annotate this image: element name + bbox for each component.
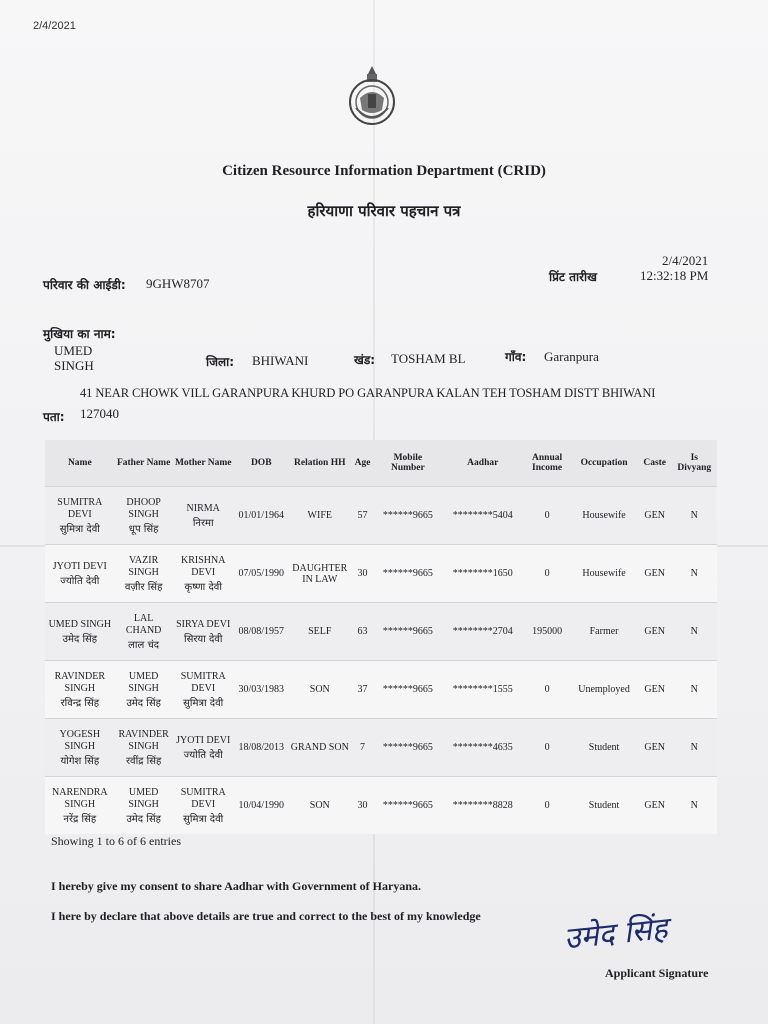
family-head-name-line2: SINGH [54,358,94,373]
print-date-label: प्रिंट तारीख [549,270,597,284]
mother-name-en: JYOTI DEVI [176,734,231,746]
mother-name-en: KRISHNA DEVI [181,554,226,578]
column-header[interactable]: Relation HH [289,440,351,487]
mother-name-hi: सिरया देवी [183,633,223,645]
family-id-value: 9GHW8707 [146,276,210,291]
address-line-2: 127040 [80,406,119,421]
member-name-en: UMED SINGH [48,618,112,630]
table-row [45,661,717,719]
father-name-cell [115,777,173,835]
member-name-en: NARENDRA SINGH [52,786,108,810]
father-name-cell [115,603,173,661]
relation-cell: SELF [289,603,351,661]
divyang-cell: N [672,545,717,603]
applicant-signature-label: Applicant Signature [605,966,709,980]
entries-info: Showing 1 to 6 of 6 entries [51,834,181,848]
mobile-cell: ******9665 [374,603,442,661]
caste-cell: GEN [638,603,672,661]
divyang-cell: N [672,661,717,719]
mother-name-cell [173,719,234,777]
father-name-cell [115,719,173,777]
member-name-cell [45,487,115,545]
mother-name-en: SIRYA DEVI [176,618,231,630]
member-name-cell [45,777,115,835]
district-label: जिला: [206,355,235,369]
print-date-value: 2/4/2021 [662,253,709,268]
member-name-hi: सुमित्रा देवी [59,523,100,535]
mother-name-cell [173,777,234,835]
member-name-en: SUMITRA DEVI [57,496,103,520]
member-name-en: YOGESH SINGH [59,728,101,752]
mother-name-cell [173,603,234,661]
table-row [45,777,717,835]
mother-name-cell [173,487,234,545]
income-cell: 0 [524,777,570,835]
mobile-cell: ******9665 [374,719,442,777]
occupation-cell: Farmer [570,603,638,661]
mobile-cell: ******9665 [374,777,442,835]
dob-cell: 08/08/1957 [234,603,289,661]
caste-cell: GEN [638,487,672,545]
mother-name-hi: कृष्णा देवी [184,581,222,593]
father-name-hi: उमेद सिंह [126,813,161,825]
age-cell: 30 [351,545,374,603]
aadhar-cell: ********8828 [442,777,524,835]
column-header[interactable]: DOB [234,440,289,487]
father-name-cell [115,661,173,719]
mobile-cell: ******9665 [374,661,442,719]
member-name-cell [45,661,115,719]
income-cell: 0 [524,487,570,545]
father-name-hi: रवींद्र सिंह [125,755,162,767]
mother-name-hi: निरमा [192,517,214,529]
aadhar-cell: ********5404 [442,487,524,545]
signature-handwriting: उमेद सिंह [562,911,670,957]
age-cell: 7 [351,719,374,777]
table-row [45,603,717,661]
mother-name-cell [173,661,234,719]
age-cell: 57 [351,487,374,545]
column-header[interactable]: Occupation [570,440,638,487]
occupation-cell: Unemployed [570,661,638,719]
relation-cell: DAUGHTER IN LAW [289,545,351,603]
mother-name-en: NIRMA [186,502,220,514]
aadhar-cell: ********1650 [442,545,524,603]
father-name-en: DHOOP SINGH [126,496,161,520]
relation-cell: SON [289,661,351,719]
mobile-cell: ******9665 [374,545,442,603]
relation-cell: SON [289,777,351,835]
column-header[interactable]: Is Divyang [672,440,717,487]
caste-cell: GEN [638,777,672,835]
divyang-cell: N [672,603,717,661]
document-title: हरियाणा परिवार पहचान पत्र [307,202,461,220]
father-name-en: UMED SINGH [128,670,159,694]
divyang-cell: N [672,719,717,777]
family-id-label: परिवार की आईडी: [43,278,126,292]
aadhar-cell: ********1555 [442,661,524,719]
column-header[interactable]: Annual Income [524,440,570,487]
family-head-name-line1: UMED [54,343,93,358]
father-name-hi: धूप सिंह [128,523,159,535]
member-name-hi: योगेश सिंह [60,755,100,767]
block-label: खंड: [354,353,376,367]
column-header[interactable]: Caste [638,440,672,487]
address-label: पता: [43,410,65,424]
father-name-hi: लाल चंद [128,639,160,651]
column-header[interactable]: Father Name [115,440,173,487]
occupation-cell: Student [570,719,638,777]
member-name-hi: रविन्द्र सिंह [60,697,100,709]
column-header[interactable]: Name [45,440,115,487]
relation-cell: GRAND SON [289,719,351,777]
age-cell: 30 [351,777,374,835]
village-value: Garanpura [544,349,599,364]
father-name-hi: उमेद सिंह [126,697,161,709]
mother-name-cell [173,545,234,603]
member-name-en: JYOTI DEVI [52,560,107,572]
dob-cell: 10/04/1990 [234,777,289,835]
table-row [45,719,717,777]
applicant-signature [560,905,690,960]
father-name-hi: वज़ीर सिंह [124,581,163,593]
member-name-cell [45,545,115,603]
mother-name-hi: सुमित्रा देवी [183,813,224,825]
caste-cell: GEN [638,719,672,777]
age-cell: 63 [351,603,374,661]
divyang-cell: N [672,777,717,835]
member-name-cell [45,603,115,661]
occupation-cell: Housewife [570,487,638,545]
department-title: Citizen Resource Information Department (CRID) [222,163,546,179]
relation-cell: WIFE [289,487,351,545]
income-cell: 0 [524,661,570,719]
table-row [45,487,717,545]
declaration-text: I here by declare that above details are true and correct to the best of my knowledge [51,909,481,923]
aadhar-cell: ********4635 [442,719,524,777]
column-header[interactable]: Aadhar [442,440,524,487]
column-header[interactable]: Mother Name [173,440,234,487]
mother-name-hi: ज्योति देवी [183,749,223,761]
dob-cell: 30/03/1983 [234,661,289,719]
family-head-label: मुखिया का नाम: [43,327,116,341]
caste-cell: GEN [638,545,672,603]
occupation-cell: Student [570,777,638,835]
father-name-en: UMED SINGH [128,786,159,810]
divyang-cell: N [672,487,717,545]
column-header[interactable]: Age [351,440,374,487]
father-name-cell [115,545,173,603]
block-value: TOSHAM BL [391,351,466,366]
income-cell: 0 [524,719,570,777]
caste-cell: GEN [638,661,672,719]
family-members-table [45,440,717,834]
father-name-cell [115,487,173,545]
table-row [45,545,717,603]
village-label: गाँव: [505,350,527,364]
haryana-emblem-icon [346,64,398,128]
father-name-en: RAVINDER SINGH [118,728,169,752]
occupation-cell: Housewife [570,545,638,603]
age-cell: 37 [351,661,374,719]
member-name-hi: ज्योति देवी [60,575,100,587]
table-header-row [45,440,717,487]
member-name-hi: नरेंद्र सिंह [63,813,97,825]
mother-name-en: SUMITRA DEVI [180,786,226,810]
dob-cell: 07/05/1990 [234,545,289,603]
address-line-1: 41 NEAR CHOWK VILL GARANPURA KHURD PO GARANPURA KALAN TEH TOSHAM DISTT BHIWANI [80,386,656,400]
dob-cell: 18/08/2013 [234,719,289,777]
member-name-cell [45,719,115,777]
member-name-en: RAVINDER SINGH [54,670,105,694]
district-value: BHIWANI [252,353,309,368]
mobile-cell: ******9665 [374,487,442,545]
income-cell: 0 [524,545,570,603]
dob-cell: 01/01/1964 [234,487,289,545]
mother-name-en: SUMITRA DEVI [180,670,226,694]
member-name-hi: उमेद सिंह [62,633,98,645]
father-name-en: VAZIR SINGH [128,554,159,578]
print-time-value: 12:32:18 PM [640,268,709,283]
income-cell: 195000 [524,603,570,661]
browser-print-date: 2/4/2021 [33,20,76,32]
mother-name-hi: सुमित्रा देवी [183,697,224,709]
father-name-en: LAL CHAND [125,612,162,636]
consent-text: I hereby give my consent to share Aadhar with Government of Haryana. [51,879,421,893]
column-header[interactable]: Mobile Number [374,440,442,487]
aadhar-cell: ********2704 [442,603,524,661]
